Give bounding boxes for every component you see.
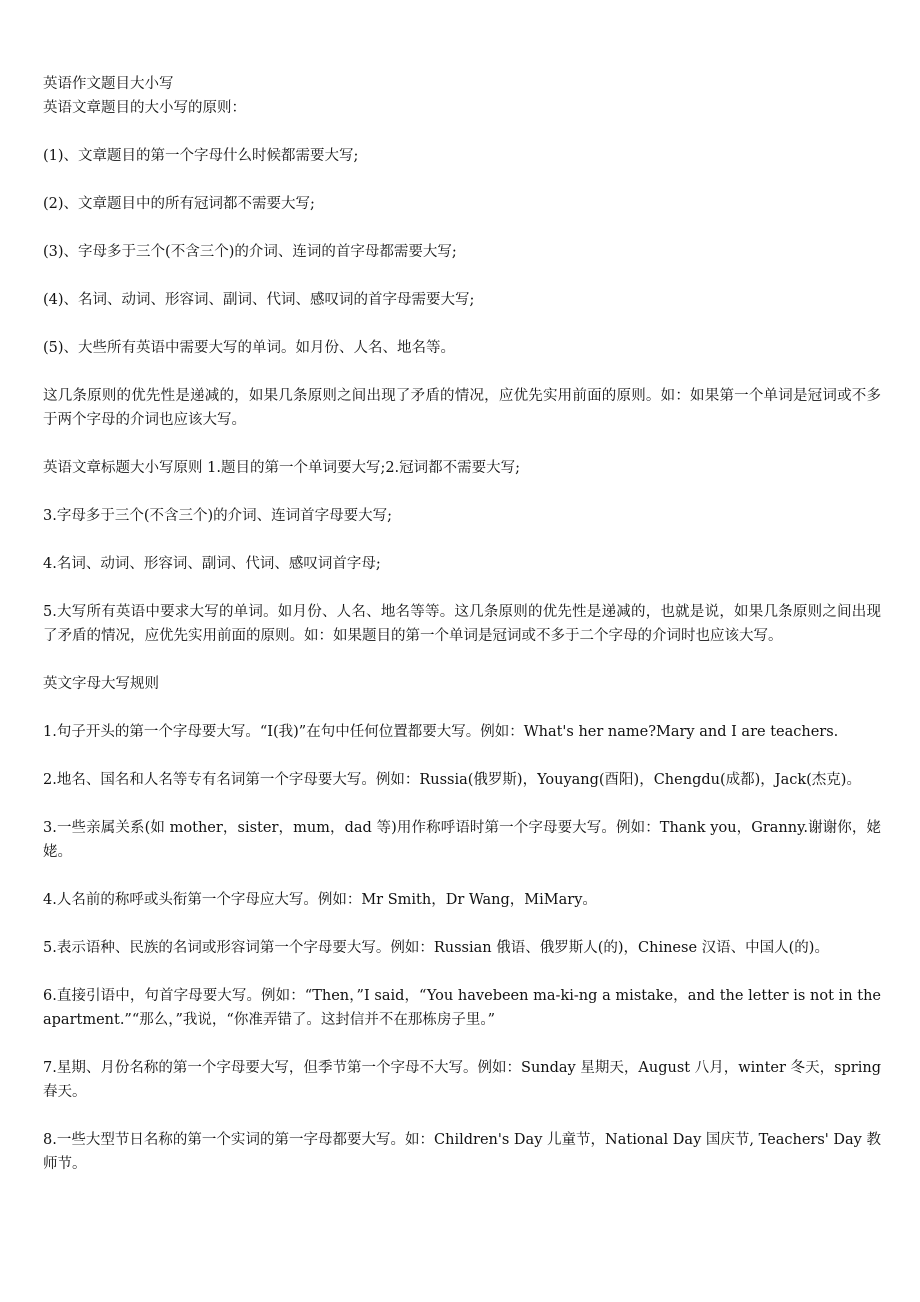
rule-item: (4)、名词、动词、形容词、副词、代词、感叹词的首字母需要大写; <box>43 292 475 308</box>
letter-rule-item: 5.表示语种、民族的名词或形容词第一个字母要大写。例如：Russian 俄语、俄罗斯人(的)，Chinese 汉语、中国人(的)。 <box>43 940 829 956</box>
rule-item: (5)、大些所有英语中需要大写的单词。如月份、人名、地名等。 <box>43 340 456 356</box>
letter-rule-item: 6.直接引语中，句首字母要大写。例如：“Then，”I said，“You havebeen ma-ki-ng a mistake，and the letter is not in the apartment.”“那么，”我说，“你准弄错了。这封信并不在那栋房子里。” <box>43 988 881 1028</box>
heading-rules-intro: 英语文章标题大小写原则 1.题目的第一个单词要大写;2.冠词都不需要大写; <box>43 460 521 476</box>
letter-rule-item: 8.一些大型节日名称的第一个实词的第一字母都要大写。如：Children's Day 儿童节，National Day 国庆节, Teachers' Day 教师节。 <box>43 1132 881 1172</box>
rule-item: (3)、字母多于三个(不含三个)的介词、连词的首字母都需要大写; <box>43 244 457 260</box>
document-body <box>43 72 881 1176</box>
letter-rule-item: 4.人名前的称呼或头衔第一个字母应大写。例如：Mr Smith，Dr Wang，MiMary。 <box>43 892 597 908</box>
document-subtitle: 英语文章题目的大小写的原则： <box>43 100 246 116</box>
heading-rule-5: 5.大写所有英语中要求大写的单词。如月份、人名、地名等等。这几条原则的优先性是递减的，也就是说，如果几条原则之间出现了矛盾的情况，应优先实用前面的原则。如：如果题目的第一个单词是冠词或不多于二个字母的介词时也应该大写。 <box>43 604 881 644</box>
priority-note: 这几条原则的优先性是递减的，如果几条原则之间出现了矛盾的情况，应优先实用前面的原则。如：如果第一个单词是冠词或不多于两个字母的介词也应该大写。 <box>43 388 881 428</box>
rule-item: (2)、文章题目中的所有冠词都不需要大写; <box>43 196 315 212</box>
letter-rule-item: 3.一些亲属关系(如 mother，sister，mum，dad 等)用作称呼语时第一个字母要大写。例如：Thank you，Granny.谢谢你，姥姥。 <box>43 820 881 860</box>
document-title: 英语作文题目大小写 <box>43 76 174 92</box>
heading-rule-4: 4.名词、动词、形容词、副词、代词、感叹词首字母; <box>43 556 381 572</box>
letter-rule-item: 2.地名、国名和人名等专有名词第一个字母要大写。例如：Russia(俄罗斯)，Youyang(酉阳)，Chengdu(成都)，Jack(杰克)。 <box>43 772 861 788</box>
heading-rule-3: 3.字母多于三个(不含三个)的介词、连词首字母要大写; <box>43 508 393 524</box>
rule-item: (1)、文章题目的第一个字母什么时候都需要大写; <box>43 148 359 164</box>
letter-rule-item: 7.星期、月份名称的第一个字母要大写，但季节第一个字母不大写。例如：Sunday 星期天，August 八月，winter 冬天，spring 春天。 <box>43 1060 881 1100</box>
letter-rule-item: 1.句子开头的第一个字母要大写。“I(我)”在句中任何位置都要大写。例如：What's her name?Mary and I are teachers. <box>43 724 839 740</box>
letter-rules-heading: 英文字母大写规则 <box>43 676 159 692</box>
